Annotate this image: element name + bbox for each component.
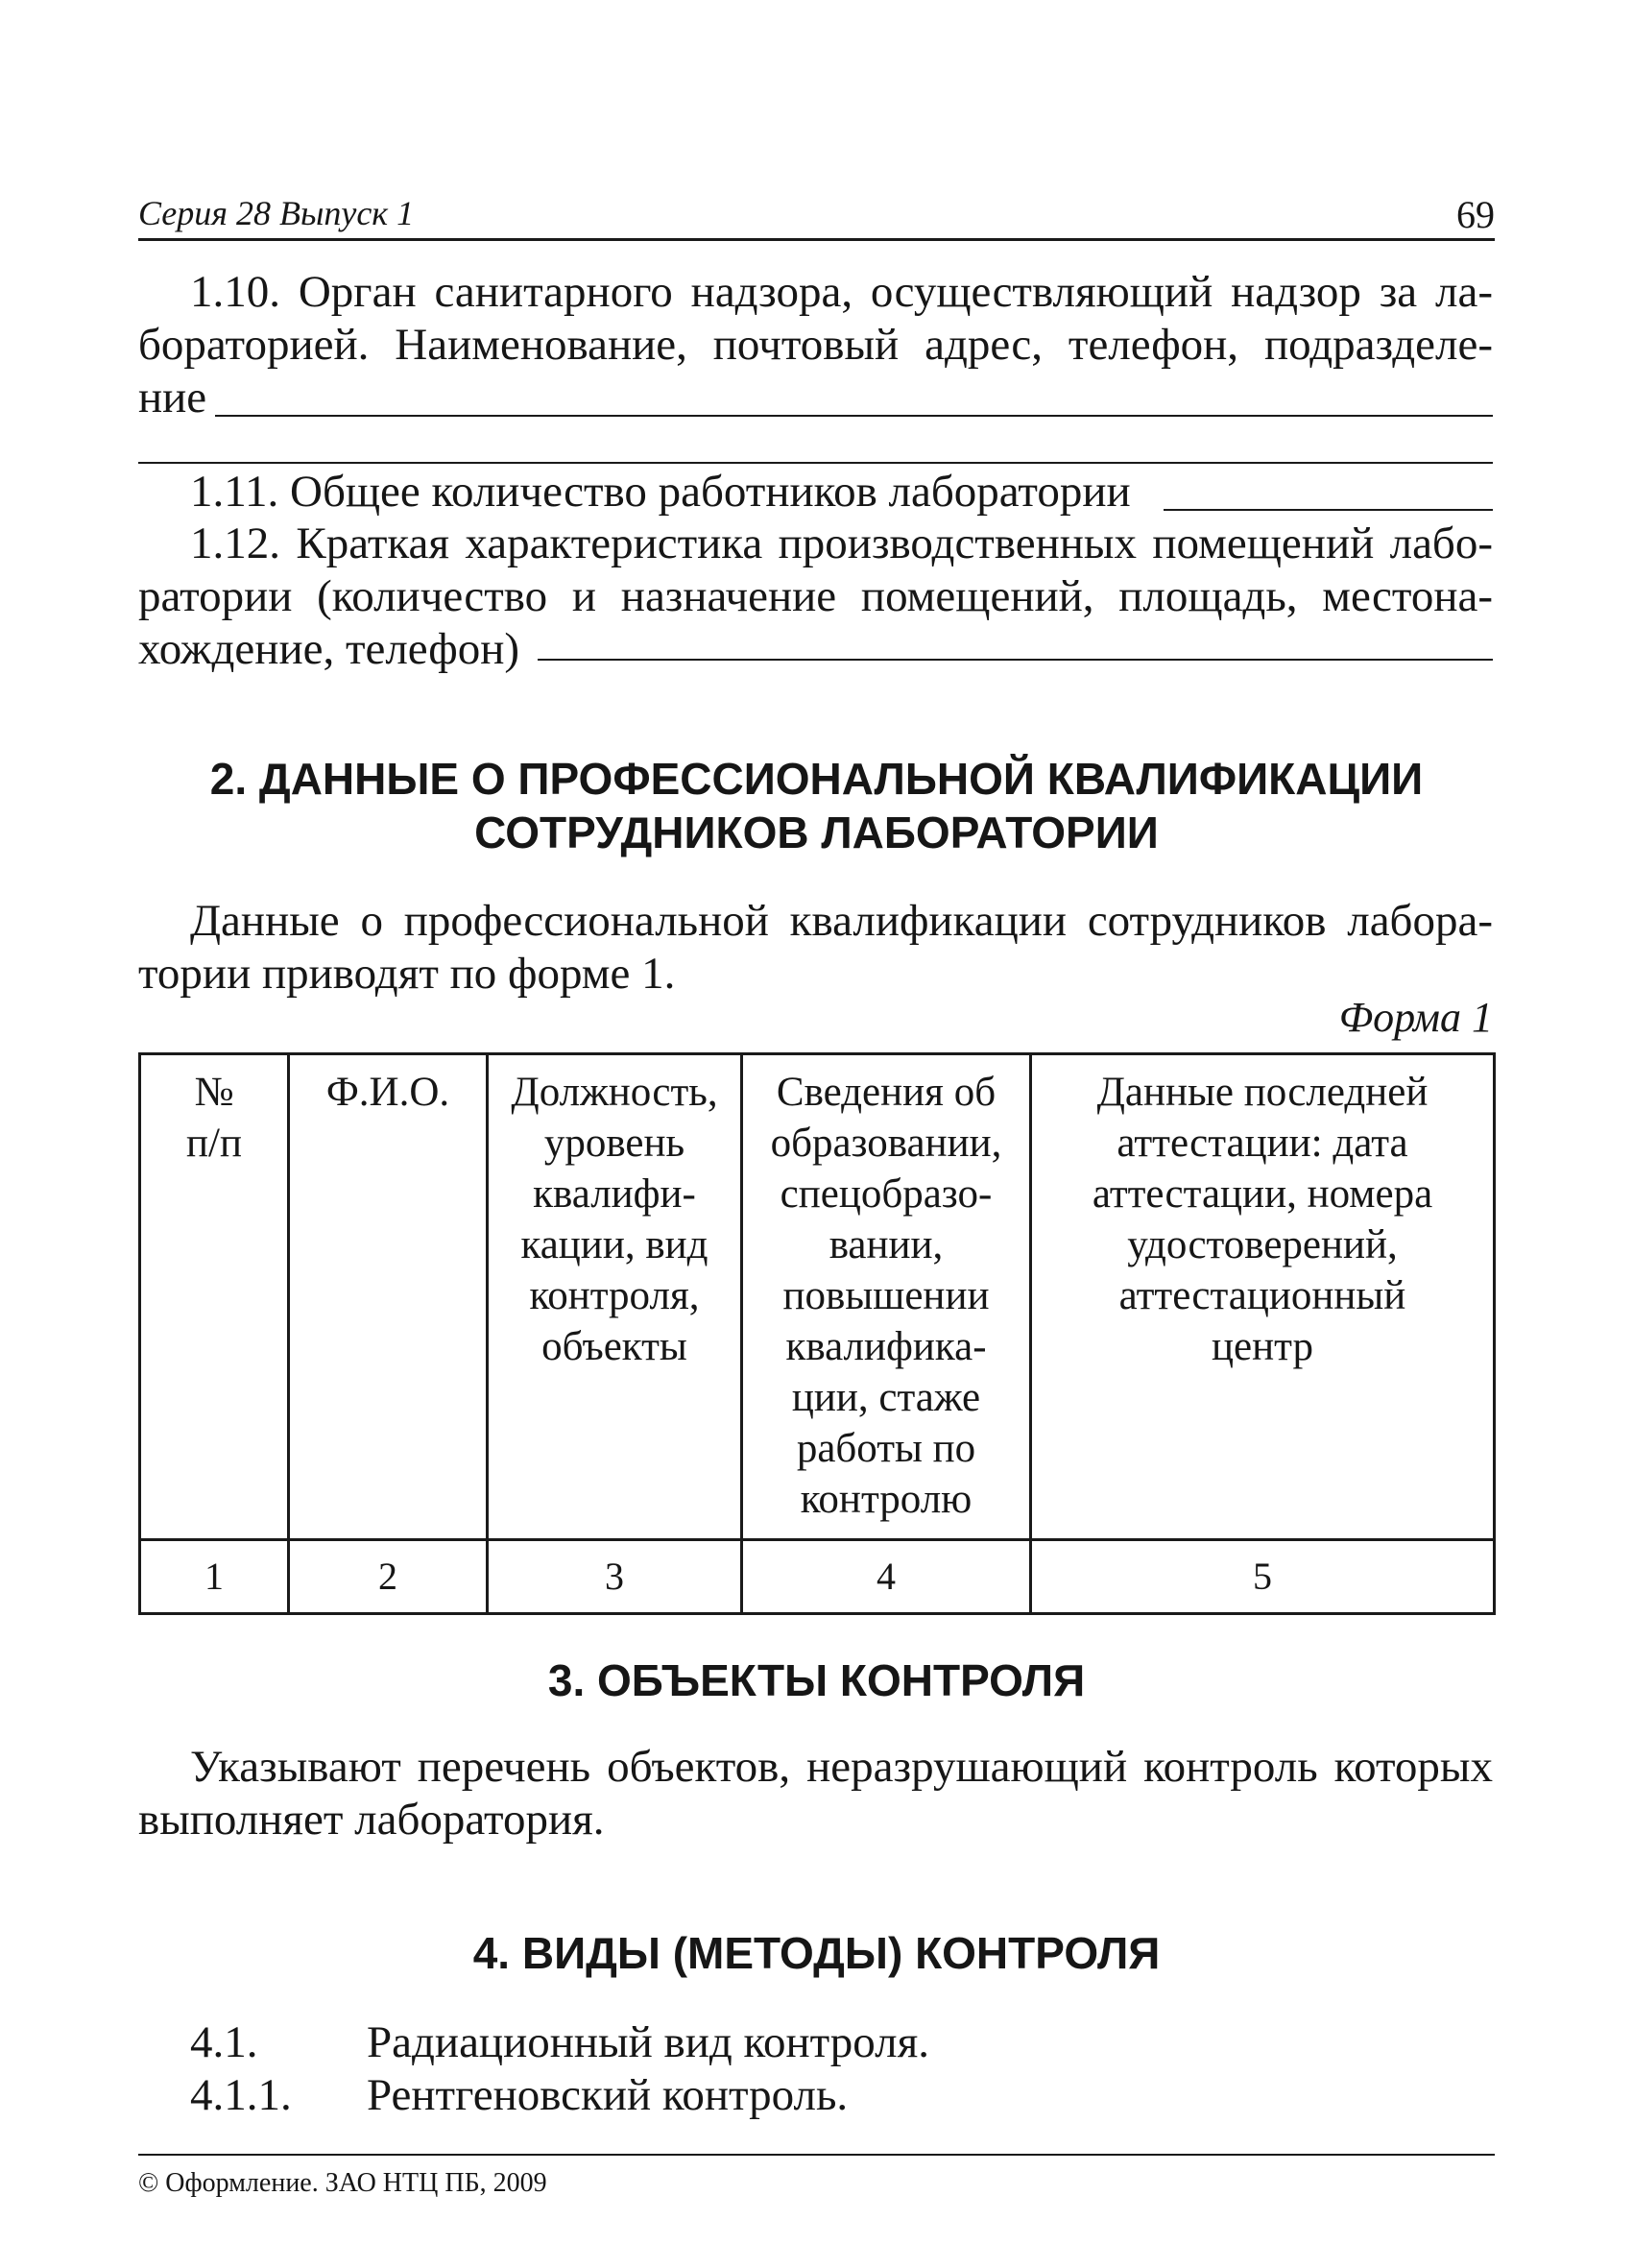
col-number-2: 2 xyxy=(289,1540,488,1614)
form-1-table xyxy=(138,1052,1496,1615)
item-1-11: 1.11. Общее количество работников лаборатории xyxy=(190,467,1131,517)
form-label: Форма 1 xyxy=(1338,994,1493,1041)
table-row xyxy=(140,1540,1495,1614)
section-2-text-line1: Данные о профессиональной квалификации сотрудников лабора- xyxy=(190,896,1493,946)
running-header xyxy=(138,188,1495,242)
item-1-12-line1: 1.12. Краткая характеристика производственных помещений лабо- xyxy=(190,519,1493,568)
col-number-5: 5 xyxy=(1031,1540,1495,1614)
col-header-position: Должность, уровень квалифи- кации, вид контроля, объекты xyxy=(488,1054,742,1540)
section-4-item-2-num: 4.1.1. xyxy=(190,2070,292,2120)
section-3-text-line2: выполняет лаборатория. xyxy=(138,1795,605,1845)
col-header-name: Ф.И.О. xyxy=(289,1054,488,1540)
header-rule xyxy=(138,238,1495,241)
section-2-title-line1: 2. ДАННЫЕ О ПРОФЕССИОНАЛЬНОЙ КВАЛИФИКАЦИИ xyxy=(209,754,1424,804)
col-header-certification: Данные последней аттестации: дата аттестации, номера удостоверений, аттестационный центр xyxy=(1031,1054,1495,1540)
section-4-item-1-text: Радиационный вид контроля. xyxy=(367,2017,929,2067)
col-number-3: 3 xyxy=(488,1540,742,1614)
item-1-12-line3: хождение, телефон) xyxy=(138,624,519,674)
fill-line-1-10[interactable] xyxy=(215,415,1493,417)
fill-line-1-12[interactable] xyxy=(538,659,1493,661)
page-number: 69 xyxy=(1456,193,1495,236)
footer-rule xyxy=(138,2154,1495,2156)
section-2-text-line2: тории приводят по форме 1. xyxy=(138,949,676,999)
section-2-title-line2: СОТРУДНИКОВ ЛАБОРАТОРИИ xyxy=(474,808,1159,857)
col-number-1: 1 xyxy=(140,1540,289,1614)
section-3-text-line1: Указывают перечень объектов, неразрушающий контроль которых xyxy=(190,1742,1493,1792)
section-4-title: 4. ВИДЫ (МЕТОДЫ) КОНТРОЛЯ xyxy=(472,1928,1161,1978)
item-1-12-line2: ратории (количество и назначение помещений, площадь, местона- xyxy=(138,571,1493,621)
item-1-10-line1: 1.10. Орган санитарного надзора, осуществляющий надзор за ла- xyxy=(190,267,1493,317)
section-3-title: 3. ОБЪЕКТЫ КОНТРОЛЯ xyxy=(547,1655,1086,1705)
copyright: © Оформление. ЗАО НТЦ ПБ, 2009 xyxy=(138,2168,547,2198)
fill-line-1-10-extra[interactable] xyxy=(138,462,1493,464)
fill-line-1-11[interactable] xyxy=(1164,509,1493,511)
table-header-row xyxy=(140,1054,1495,1540)
section-4-item-2-text: Рентгеновский контроль. xyxy=(367,2070,849,2120)
item-1-10-line3: ние xyxy=(138,373,207,422)
section-4-item-1-num: 4.1. xyxy=(190,2017,258,2067)
col-header-number: № п/п xyxy=(140,1054,289,1540)
col-header-education: Сведения об образовании, спецобразо- вании, повышении квалифика- ции, стаже работы по контролю xyxy=(742,1054,1031,1540)
series-label: Серия 28 Выпуск 1 xyxy=(138,194,415,232)
col-number-4: 4 xyxy=(742,1540,1031,1614)
item-1-10-line2: бораторией. Наименование, почтовый адрес, телефон, подразделе- xyxy=(138,320,1493,370)
